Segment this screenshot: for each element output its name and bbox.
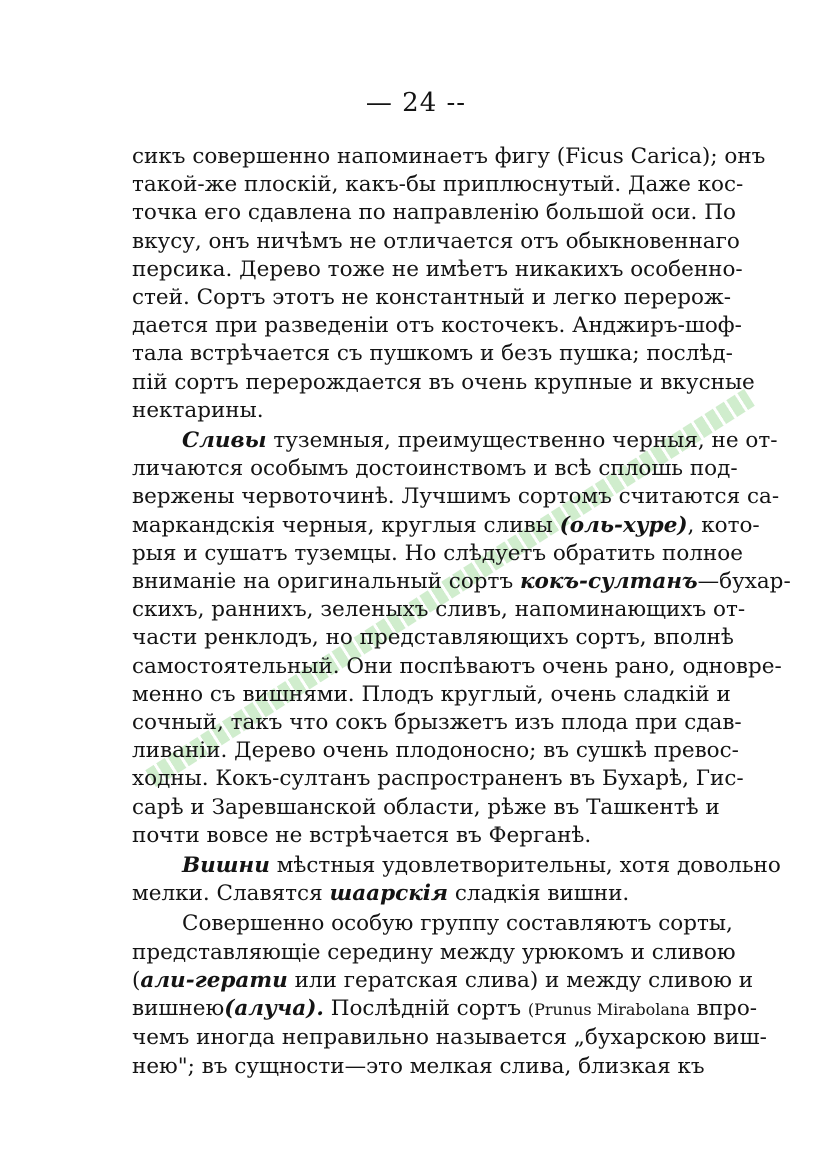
text-line: чемъ иногда неправильно называется „бухарскою виш- — [132, 1025, 767, 1051]
text-line — [132, 512, 760, 540]
text-run: впро- — [689, 996, 758, 1022]
text-line: дается при разведеніи отъ косточекъ. Анджиръ-шоф- — [132, 313, 742, 339]
text-line: вержены червоточинѣ. Лучшимъ сортомъ считаются са- — [132, 484, 780, 510]
text-line: нею"; въ сущности—это мелкая слива, близкая къ — [132, 1053, 705, 1079]
text-run: вишнею — [132, 996, 225, 1022]
emphasized-term: кокъ-султанъ — [519, 569, 698, 595]
text-line: пій сортъ перерождается въ очень крупные и вкусные — [132, 369, 755, 395]
page-number: — 24 -- — [365, 88, 467, 118]
text-line: менно съ вишнями. Плодъ круглый, очень сладкій и — [132, 681, 731, 707]
text-run: туземныя, преимущественно черныя, не от- — [266, 428, 778, 454]
text-line: персика. Дерево тоже не имѣетъ никакихъ особенно- — [132, 256, 743, 282]
text-line: точка его сдавлена по направленію большой оси. По — [132, 200, 736, 226]
text-line: представляющіе середину между урюкомъ и сливою — [132, 939, 736, 965]
text-line: вкусу, онъ ничѣмъ не отличается отъ обыкновеннаго — [132, 228, 740, 254]
emphasized-term: (алуча). — [224, 996, 324, 1022]
text-line: рыя и сушатъ туземцы. Но слѣдуетъ обратить полное — [132, 540, 743, 566]
emphasized-term: Вишни — [182, 853, 270, 879]
text-line — [132, 880, 698, 908]
text-line — [132, 995, 758, 1024]
text-line — [132, 427, 778, 455]
text-line: тала встрѣчается съ пушкомъ и безъ пушка; послѣд- — [132, 341, 733, 367]
text-line — [132, 967, 754, 995]
emphasized-term: (оль-хуре) — [559, 512, 688, 538]
text-line: почти вовсе не встрѣчается въ Ферганѣ. — [132, 822, 592, 848]
text-line: Совершенно особую группу составляютъ сорты, — [182, 911, 733, 937]
latin-name: (Prunus Mirabolana — [527, 1000, 690, 1020]
text-run: вниманіе на оригинальный сортъ — [132, 569, 520, 595]
text-run: ( — [132, 967, 141, 993]
text-line: сикъ совершенно напоминаетъ фигу (Ficus Carica); онъ — [132, 144, 766, 169]
text-line: сарѣ и Заревшанской области, рѣже въ Ташкентѣ и — [132, 794, 720, 820]
body-text — [132, 143, 791, 1081]
emphasized-term: али-герати — [140, 967, 288, 993]
emphasized-term: Сливы — [182, 428, 267, 454]
text-run: сладкія вишни. — [448, 881, 630, 907]
text-run: , кото- — [687, 512, 760, 538]
text-run: или гератская слива) и между сливою и — [287, 967, 754, 993]
text-line: ходны. Кокъ-султанъ распространенъ въ Бухарѣ, Гис- — [132, 766, 744, 792]
text-line: скихъ, раннихъ, зеленыхъ сливъ, напоминающихъ от- — [132, 597, 746, 623]
text-line: нектарины. — [132, 397, 264, 423]
text-line — [132, 568, 791, 596]
text-line: личаются особымъ достоинствомъ и всѣ сплошь под- — [132, 456, 738, 482]
text-line: самостоятельный. Они поспѣваютъ очень рано, одновре- — [132, 653, 782, 679]
text-line: такой-же плоскій, какъ-бы приплюснутый. Даже кос- — [132, 172, 744, 198]
text-line: сочный, такъ что сокъ брызжетъ изъ плода при сдав- — [132, 710, 742, 736]
text-line: ливаніи. Дерево очень плодоносно; въ сушкѣ превос- — [132, 738, 739, 764]
text-line — [132, 852, 781, 880]
text-run: мѣстныя удовлетворительны, хотя довольно — [269, 853, 781, 879]
text-line: стей. Сортъ этотъ не константный и легко перерож- — [132, 285, 732, 311]
text-run: —бухар- — [697, 569, 791, 595]
text-line: части ренклодъ, но представляющихъ сортъ, вполнѣ — [132, 625, 734, 651]
text-run: Послѣдній сортъ — [323, 996, 528, 1022]
emphasized-term: шаарскія — [329, 881, 449, 907]
text-run: маркандскія черныя, круглыя сливы — [132, 512, 560, 538]
text-run: мелки. Славятся — [132, 881, 330, 907]
